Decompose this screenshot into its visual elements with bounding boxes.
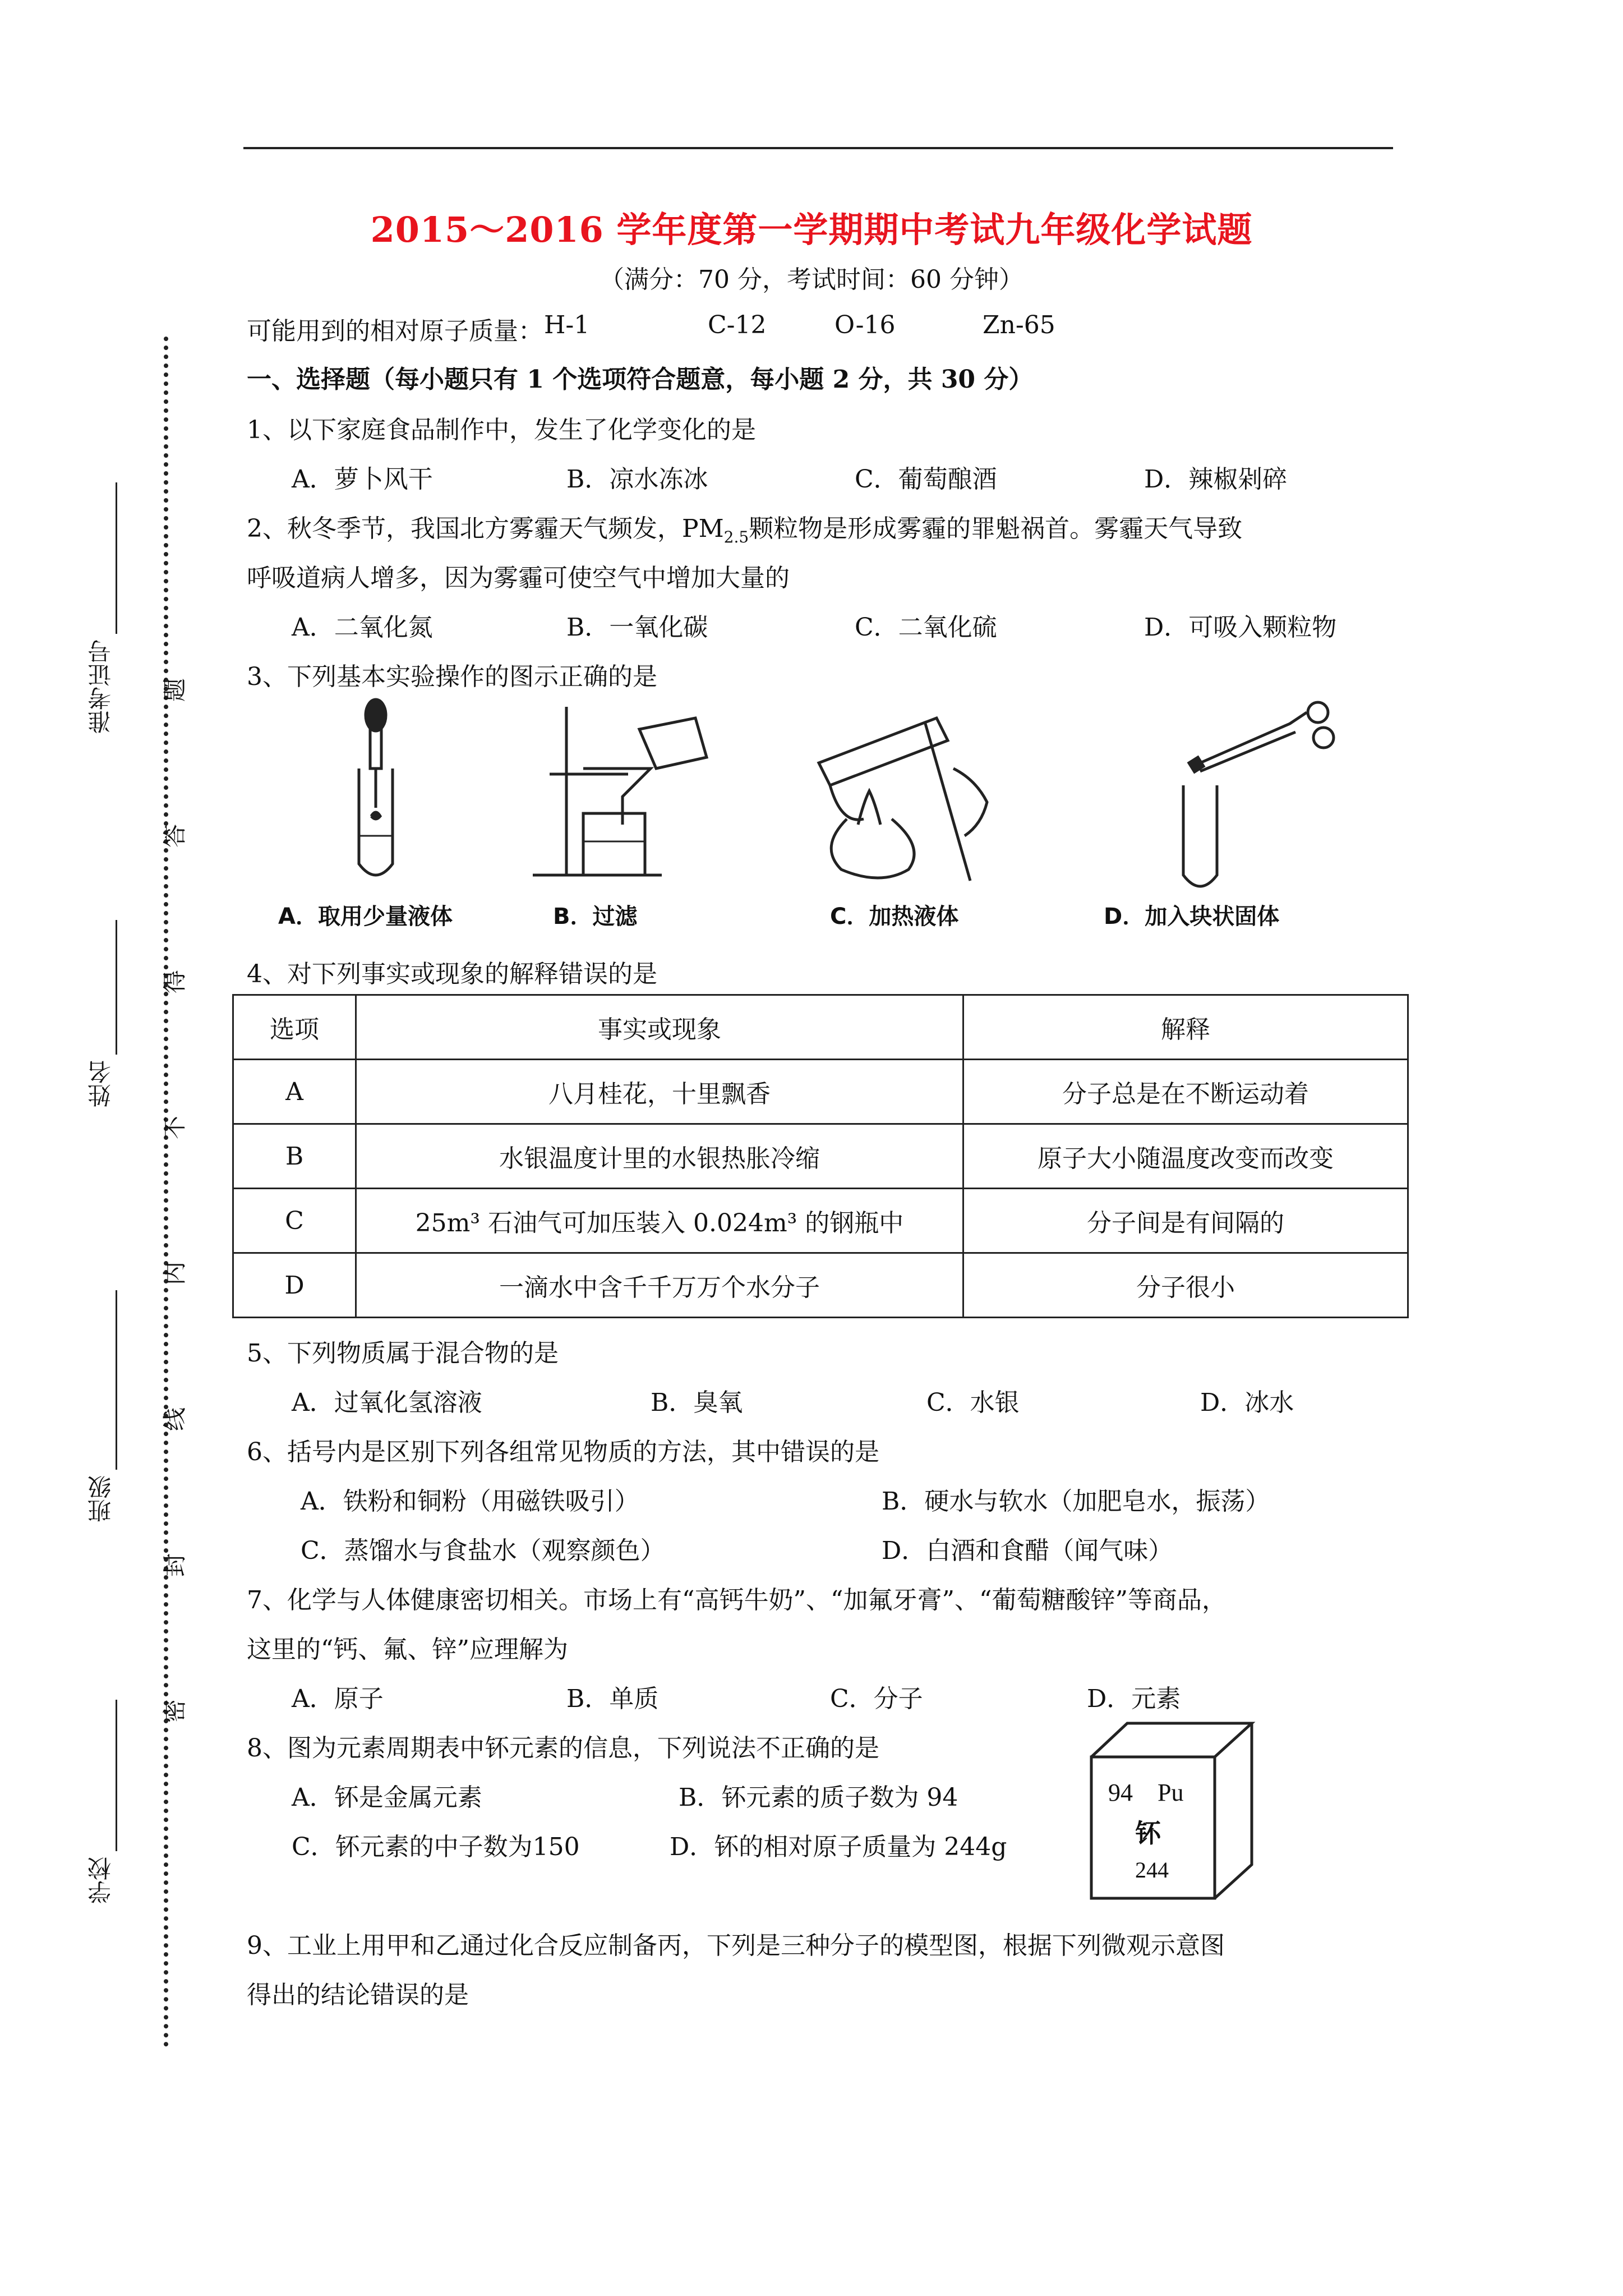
side-field-school: 学校 xyxy=(87,1857,114,1904)
table-cell: 分子很小 xyxy=(963,1253,1408,1318)
q2-option-a: A．二氧化氮 xyxy=(292,613,433,642)
atomic-masses-label: 可能用到的相对原子质量： xyxy=(247,317,543,346)
q7-option-a: A．原子 xyxy=(292,1685,384,1713)
side-blank-exam-number xyxy=(116,482,117,634)
q3-stem: 3、下列基本实验操作的图示正确的是 xyxy=(247,662,657,691)
q6-option-d: D．白酒和食醋（闻气味） xyxy=(882,1536,1173,1565)
section-heading: 一、选择题（每小题只有 1 个选项符合题意，每小题 2 分，共 30 分） xyxy=(247,365,1034,394)
table-header-cell: 选项 xyxy=(233,995,356,1060)
table-row xyxy=(233,1189,1408,1253)
q9-stem-line1: 9、工业上用甲和乙通过化合反应制备丙，下列是三种分子的模型图，根据下列微观示意图 xyxy=(247,1931,1225,1960)
q8-option-d: D．钚的相对原子质量为 244g xyxy=(670,1833,1007,1861)
table-cell: 25m³ 石油气可加压装入 0.024m³ 的钢瓶中 xyxy=(356,1189,963,1253)
q8-option-a: A．钚是金属元素 xyxy=(292,1783,482,1812)
q2-stem-line2: 呼吸道病人增多，因为雾霾可使空气中增加大量的 xyxy=(247,564,790,592)
q2-option-d: D．可吸入颗粒物 xyxy=(1144,613,1337,642)
side-field-class: 班级 xyxy=(87,1475,114,1522)
seal-char-de: 得 xyxy=(161,969,189,994)
seal-char-bu: 不 xyxy=(161,1115,189,1140)
fig-c-heating-liquid xyxy=(819,718,987,881)
q2-option-c: C．二氧化硫 xyxy=(855,613,997,642)
element-tile-frame xyxy=(1088,1718,1256,1903)
seal-char-ti: 题 xyxy=(161,678,189,702)
element-tile-plutonium xyxy=(1088,1718,1256,1903)
table-cell: 水银温度计里的水银热胀冷缩 xyxy=(356,1124,963,1189)
fig-d-solid-test-tube xyxy=(1183,702,1334,886)
table-cell: 分子间是有间隔的 xyxy=(963,1189,1408,1253)
q8-option-c: C．钚元素的中子数为150 xyxy=(292,1833,580,1861)
table-row xyxy=(233,1253,1408,1318)
seal-char-xian: 线 xyxy=(161,1407,189,1432)
q1-option-b: B．凉水冻冰 xyxy=(566,465,708,494)
atomic-mass-c: C-12 xyxy=(708,311,767,339)
table-header-cell: 事实或现象 xyxy=(356,995,963,1060)
q6-option-b: B．硬水与软水（加肥皂水，振荡） xyxy=(882,1487,1270,1516)
side-field-name: 姓名 xyxy=(87,1060,114,1107)
q9-stem-line2: 得出的结论错误的是 xyxy=(247,1981,469,2009)
side-blank-class xyxy=(116,1290,117,1470)
q6-option-c: C．蒸馏水与食盐水（观察颜色） xyxy=(301,1536,665,1565)
exam-subtitle: （满分：70 分，考试时间：60 分钟） xyxy=(600,265,1023,294)
q5-option-d: D．冰水 xyxy=(1200,1388,1294,1417)
table-cell: 一滴水中含千千万万个水分子 xyxy=(356,1253,963,1318)
q5-option-b: B．臭氧 xyxy=(651,1388,743,1417)
q8-stem: 8、图为元素周期表中钚元素的信息，下列说法不正确的是 xyxy=(247,1734,879,1763)
seal-char-da: 答 xyxy=(161,823,189,848)
q2-stem-line1 xyxy=(247,508,1242,546)
q1-stem: 1、以下家庭食品制作中，发生了化学变化的是 xyxy=(247,416,756,444)
element-number: 94 xyxy=(1108,1779,1133,1806)
table-header-row xyxy=(233,995,1408,1060)
element-symbol: Pu xyxy=(1158,1779,1184,1806)
side-field-exam-number: 准考证号 xyxy=(87,639,114,734)
q3-figure-label-b: B．过滤 xyxy=(553,904,638,930)
table-cell: C xyxy=(233,1189,356,1253)
table-cell: 分子总是在不断运动着 xyxy=(963,1060,1408,1124)
table-cell: 原子大小随温度改变而改变 xyxy=(963,1124,1408,1189)
side-blank-school xyxy=(116,1700,117,1851)
atomic-mass-h: H-1 xyxy=(544,311,590,339)
table-cell: B xyxy=(233,1124,356,1189)
q1-option-d: D．辣椒剁碎 xyxy=(1144,465,1288,494)
q7-option-c: C．分子 xyxy=(830,1685,923,1713)
element-name: 钚 xyxy=(1135,1818,1161,1848)
q7-option-b: B．单质 xyxy=(566,1685,659,1713)
q3-figures xyxy=(269,696,1447,909)
q7-option-d: D．元素 xyxy=(1087,1685,1181,1713)
atomic-mass-o: O-16 xyxy=(834,311,896,339)
q6-stem: 6、括号内是区别下列各组常见物质的方法，其中错误的是 xyxy=(247,1438,879,1466)
fig-b-filtration xyxy=(533,707,707,875)
top-rule xyxy=(243,147,1393,149)
atomic-mass-zn: Zn-65 xyxy=(983,311,1055,339)
exam-title: 2015～2016 学年度第一学期期中考试九年级化学试题 xyxy=(370,209,1253,250)
table-cell: 八月桂花，十里飘香 xyxy=(356,1060,963,1124)
element-mass: 244 xyxy=(1135,1857,1169,1883)
q7-stem-line2: 这里的“钙、氟、锌”应理解为 xyxy=(247,1635,568,1664)
table-header-cell: 解释 xyxy=(963,995,1408,1060)
seal-char-mi: 密 xyxy=(161,1699,189,1723)
fig-a-dropper-test-tube xyxy=(359,700,393,875)
side-blank-name xyxy=(116,920,117,1055)
q2-stem-sub: 2.5 xyxy=(723,527,749,546)
q2-stem-before: 2、秋冬季节，我国北方雾霾天气频发，PM xyxy=(247,514,724,543)
seal-char-nei: 内 xyxy=(161,1261,189,1286)
table-row xyxy=(233,1124,1408,1189)
table-cell: A xyxy=(233,1060,356,1124)
table-cell: D xyxy=(233,1253,356,1318)
q6-option-a: A．铁粉和铜粉（用磁铁吸引） xyxy=(301,1487,639,1516)
q5-option-c: C．水银 xyxy=(926,1388,1020,1417)
q4-table xyxy=(232,994,1409,1318)
q5-option-a: A．过氧化氢溶液 xyxy=(292,1388,482,1417)
seal-char-feng: 封 xyxy=(161,1553,189,1577)
q5-stem: 5、下列物质属于混合物的是 xyxy=(247,1339,559,1368)
q3-figure-label-d: D．加入块状固体 xyxy=(1104,904,1280,930)
binding-dotted-line xyxy=(164,337,168,2047)
q1-option-a: A．萝卜风干 xyxy=(292,465,433,494)
q2-stem-after: 颗粒物是形成雾霾的罪魁祸首。雾霾天气导致 xyxy=(749,514,1243,543)
q4-stem: 4、对下列事实或现象的解释错误的是 xyxy=(247,960,657,988)
q8-option-b: B．钚元素的质子数为 94 xyxy=(679,1783,958,1812)
q3-figure-label-a: A．取用少量液体 xyxy=(278,904,453,930)
table-row xyxy=(233,1060,1408,1124)
q2-option-b: B．一氧化碳 xyxy=(566,613,708,642)
q1-option-c: C．葡萄酿酒 xyxy=(855,465,997,494)
q3-figure-label-c: C．加热液体 xyxy=(830,904,959,930)
q7-stem-line1: 7、化学与人体健康密切相关。市场上有“高钙牛奶”、“加氟牙膏”、“葡萄糖酸锌”等商品， xyxy=(247,1586,1227,1614)
